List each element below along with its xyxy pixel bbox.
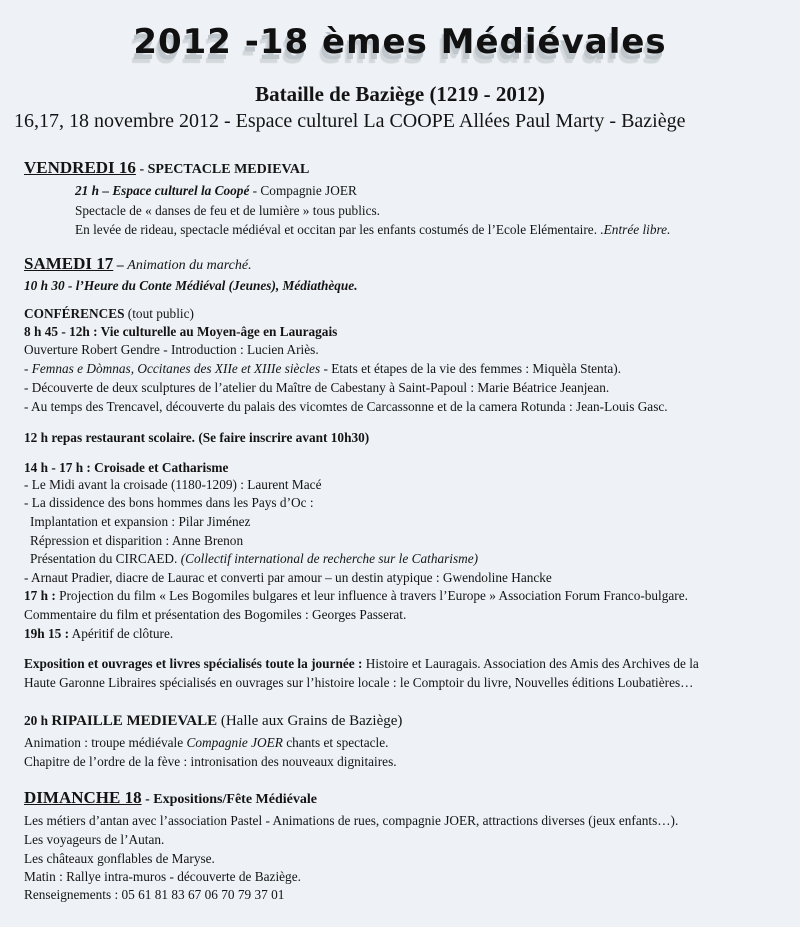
friday-day: VENDREDI 16: [24, 158, 136, 177]
sunday-line-1: Les métiers d’antan avec l’association Pastel - Animations de rues, compagnie JOER, attractions diverses (jeux enfants…).: [24, 813, 679, 828]
session-2-line-5: Présentation du CIRCAED. (Collectif international de recherche sur le Catharisme): [30, 551, 479, 566]
session-2-line-9: 19h 15 : Apéritif de clôture.: [24, 626, 174, 641]
saturday-day: SAMEDI 17: [24, 254, 114, 273]
session-2-line-2: - La dissidence des bons hommes dans les Pays d’Oc :: [24, 495, 314, 510]
session-2-line-3: Implantation et expansion : Pilar Jiménez: [30, 514, 251, 529]
session-2-line-4: Répression et disparition : Anne Brenon: [30, 533, 244, 548]
friday-line-1: 21 h – Espace culturel la Coopé - Compagnie JOER: [75, 183, 357, 198]
sunday-line-2: Les voyageurs de l’Autan.: [24, 832, 165, 847]
friday-heading: VENDREDI 16 - SPECTACLE MEDIEVAL: [24, 158, 310, 177]
session-2-line-8: Commentaire du film et présentation des Bogomiles : Georges Passerat.: [24, 607, 407, 622]
lunch-line: 12 h repas restaurant scolaire. (Se faire inscrire avant 10h30): [24, 430, 370, 445]
session-2-line-1: - Le Midi avant la croisade (1180-1209) : Laurent Macé: [24, 477, 322, 492]
ripaille-line-2: Chapitre de l’ordre de la fève : intronisation des nouveaux dignitaires.: [24, 754, 397, 769]
saturday-line-1: 10 h 30 - l’Heure du Conte Médiéval (Jeunes), Médiathèque.: [24, 278, 358, 293]
saturday-tag: Animation du marché.: [127, 258, 252, 273]
session-1-title: 8 h 45 - 12h : Vie culturelle au Moyen-âge en Lauragais: [24, 324, 338, 339]
exposition-line-2: Haute Garonne Libraires spécialisés en ouvrages sur l’histoire locale : le Comptoir du livre, Nouvelles éditions Loubatières…: [24, 675, 694, 690]
sunday-line-3: Les châteaux gonflables de Maryse.: [24, 851, 215, 866]
sunday-tag: - Expositions/Fête Médiévale: [141, 792, 317, 807]
session-2-title: 14 h - 17 h : Croisade et Catharisme: [24, 460, 229, 475]
session-1-line-4: - Au temps des Trencavel, découverte du palais des vicomtes de Carcassonne et de la camera Rotunda : Jean-Louis Gasc.: [24, 399, 668, 414]
sunday-line-5: Renseignements : 05 61 81 83 67 06 70 79 37 01: [24, 887, 285, 902]
session-1-line-3: - Découverte de deux sculptures de l’atelier du Maître de Cabestany à Saint-Papoul : Marie Béatrice Jeanjean.: [24, 380, 610, 395]
ripaille-heading: 20 h RIPAILLE MEDIEVALE (Halle aux Grains de Baziège): [24, 713, 403, 729]
sunday-heading: [24, 790, 317, 808]
session-1-line-2: - Femnas e Dòmnas, Occitanes des XIIe et XIIIe siècles - Etats et étapes de la vie des femmes : Miquèla Stenta).: [24, 361, 622, 376]
ripaille-line-1: Animation : troupe médiévale Compagnie JOER chants et spectacle.: [24, 735, 389, 750]
exposition-line-1: Exposition et ouvrages et livres spécialisés toute la journée : Histoire et Lauragais. Association des Amis des Archives de la: [24, 656, 699, 671]
sunday-day: DIMANCHE 18: [24, 788, 142, 807]
event-title: 2012 -18 èmes Médiévales: [133, 22, 667, 62]
friday-tag: SPECTACLE MEDIEVAL: [147, 162, 310, 177]
session-1-line-1: Ouverture Robert Gendre - Introduction : Lucien Ariès.: [24, 342, 319, 357]
saturday-heading: SAMEDI 17 – Animation du marché.: [24, 254, 252, 273]
friday-line-2: Spectacle de « danses de feu et de lumière » tous publics.: [75, 203, 380, 218]
sunday-line-4: Matin : Rallye intra-muros - découverte de Baziège.: [24, 869, 301, 884]
session-2-line-7: 17 h : Projection du film « Les Bogomiles bulgares et leur influence à travers l’Europe » Association Forum Franco-bulgare.: [24, 588, 688, 603]
session-2-line-6: - Arnaut Pradier, diacre de Laurac et converti par amour – un destin atypique : Gwendoline Hancke: [24, 570, 552, 585]
friday-line-3: En levée de rideau, spectacle médiéval et occitan par les enfants costumés de l’Ecole Elémentaire. .Entrée libre.: [75, 222, 671, 237]
event-subtitle: Bataille de Baziège (1219 - 2012): [255, 82, 545, 106]
conferences-heading: CONFÉRENCES (tout public): [24, 306, 194, 321]
event-dateline: 16,17, 18 novembre 2012 - Espace culturel La COOPE Allées Paul Marty - Baziège: [14, 110, 686, 132]
